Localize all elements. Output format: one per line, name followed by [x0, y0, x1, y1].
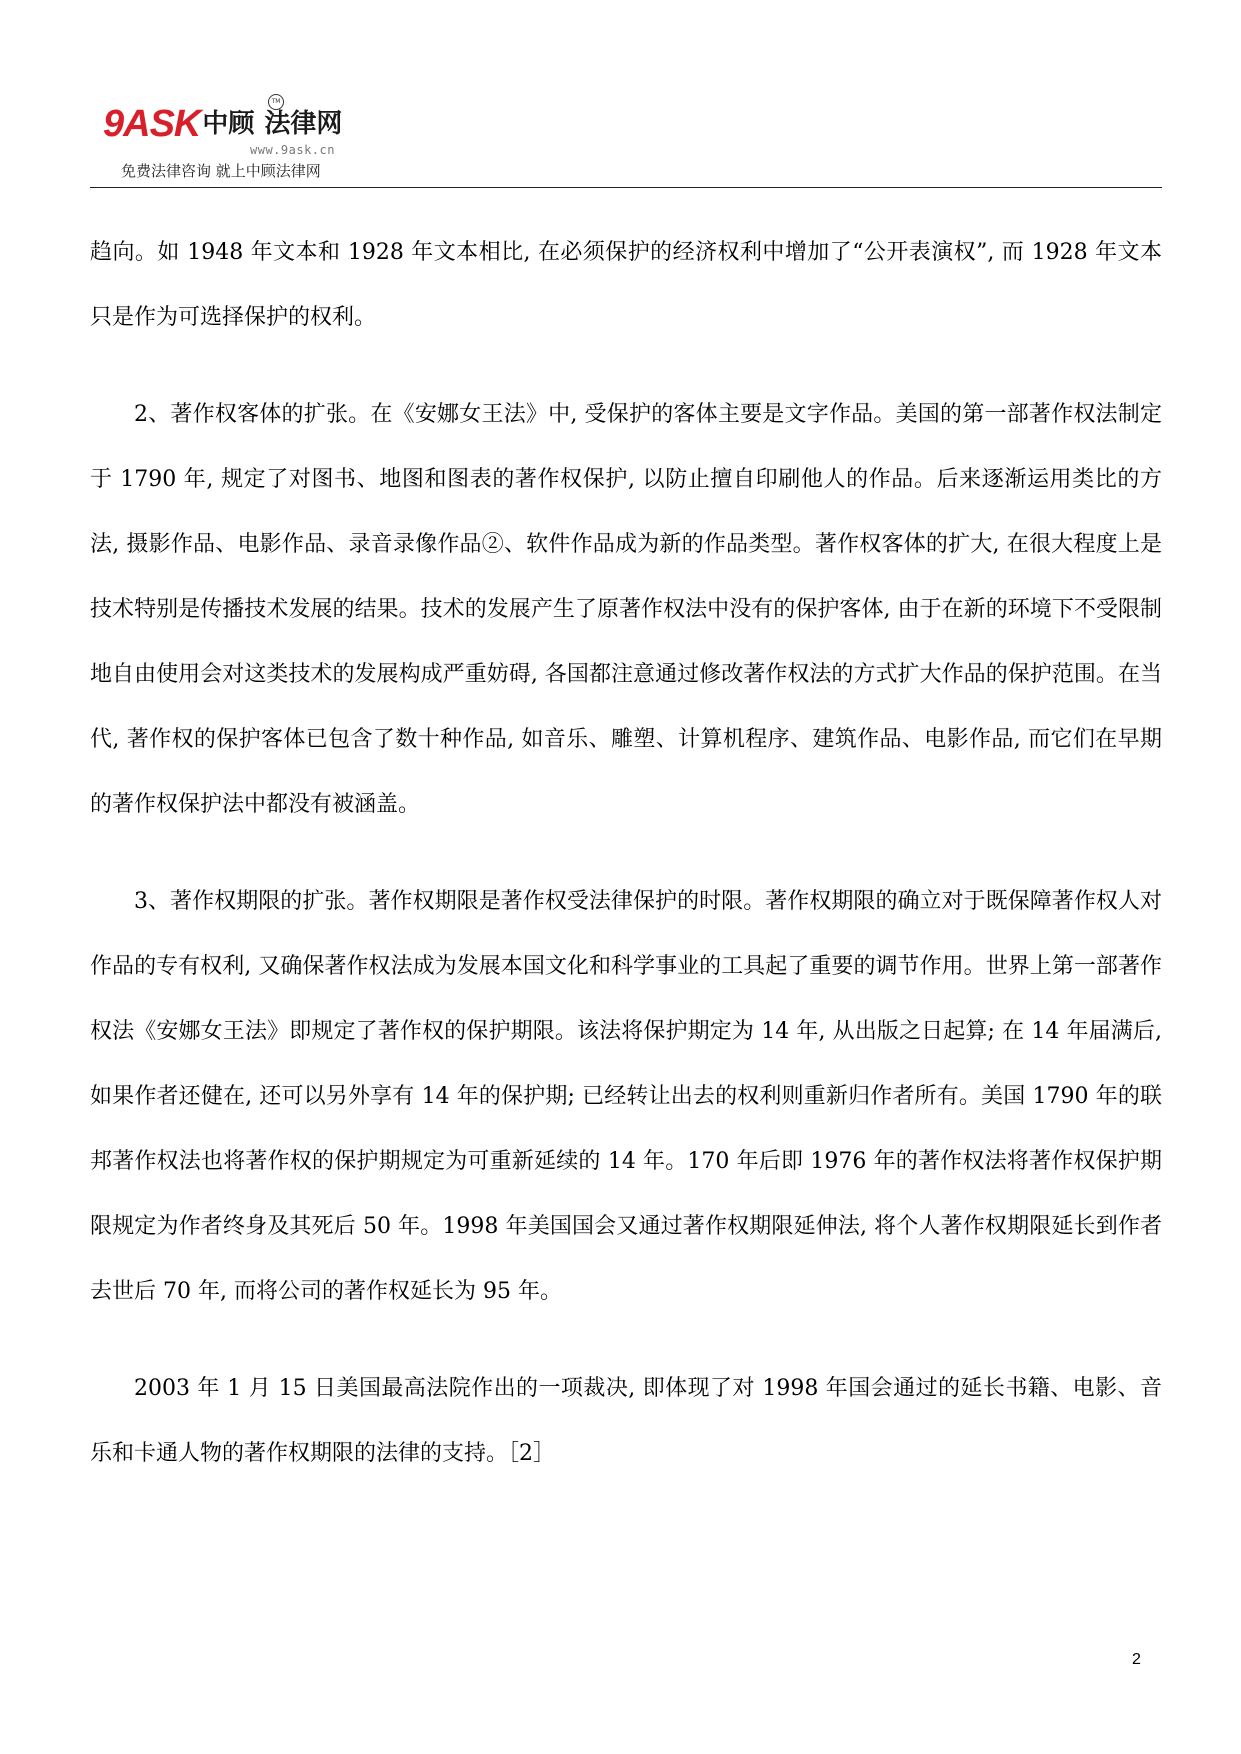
logo-brand: 9ASK [103, 103, 201, 145]
paragraph-copyright-object-expansion: 2、著作权客体的扩张。在《安娜女王法》中, 受保护的客体主要是文字作品。美国的第一部著作权法制定于 1790 年, 规定了对图书、地图和图表的著作权保护, 以防止擅自印刷他人的作品。后来逐渐运用类比的方法, 摄影作品、电影作品、录音录像作品②、软件作品成为新的作品类型。著作权客体的扩大, 在很大程度上是技术特别是传播技术发展的结果。技术的发展产生了原著作权法中没有的保护客体, 由于在新的环境下不受限制地自由使用会对这类技术的发展构成严重妨碍, 各国都注意通过修改著作权法的方式扩大作品的保护范围。在当代, 著作权的保护客体已包含了数十种作品, 如音乐、雕塑、计算机程序、建筑作品、电影作品, 而它们在早期的著作权保护法中都没有被涵盖。 [90, 402, 1162, 817]
site-logo[interactable] [103, 98, 363, 186]
logo-wordmark [103, 102, 342, 146]
trademark-icon: TM [268, 94, 284, 110]
page-number: 2 [1132, 1651, 1141, 1668]
paragraph-copyright-term-expansion: 3、著作权期限的扩张。著作权期限是著作权受法律保护的时限。著作权期限的确立对于既保障著作权人对作品的专有权利, 又确保著作权法成为发展本国文化和科学事业的工具起了重要的调节作用。世界上第一部著作权法《安娜女王法》即规定了著作权的保护期限。该法将保护期定为 14 年, 从出版之日起算; 在 14 年届满后, 如果作者还健在, 还可以另外享有 14 年的保护期; 已经转让出去的权利则重新归作者所有。美国 1790 年的联邦著作权法也将著作权的保护期规定为可重新延续的 14 年。170 年后即 1976 年的著作权法将著作权保护期限规定为作者终身及其死后 50 年。1998 年美国国会又通过著作权期限延伸法, 将个人著作权期限延长到作者去世后 70 年, 而将公司的著作权延长为 95 年。 [90, 889, 1162, 1304]
paragraph-continuation: 趋向。如 1948 年文本和 1928 年文本相比, 在必须保护的经济权利中增加了“公开表演权”, 而 1928 年文本只是作为可选择保护的权利。 [90, 240, 1162, 330]
logo-name-2: 法律网 [264, 109, 343, 139]
header-divider [90, 187, 1162, 188]
logo-name-1: 中顾 [202, 109, 255, 139]
logo-slogan: 免费法律咨询 就上中顾法律网 [121, 162, 321, 180]
document-body [90, 220, 1162, 1518]
logo-url: www.9ask.cn [250, 143, 335, 157]
paragraph-supreme-court-ruling: 2003 年 1 月 15 日美国最高法院作出的一项裁决, 即体现了对 1998 年国会通过的延长书籍、电影、音乐和卡通人物的著作权期限的法律的支持。［2］ [90, 1376, 1162, 1466]
page-header [90, 92, 1162, 188]
